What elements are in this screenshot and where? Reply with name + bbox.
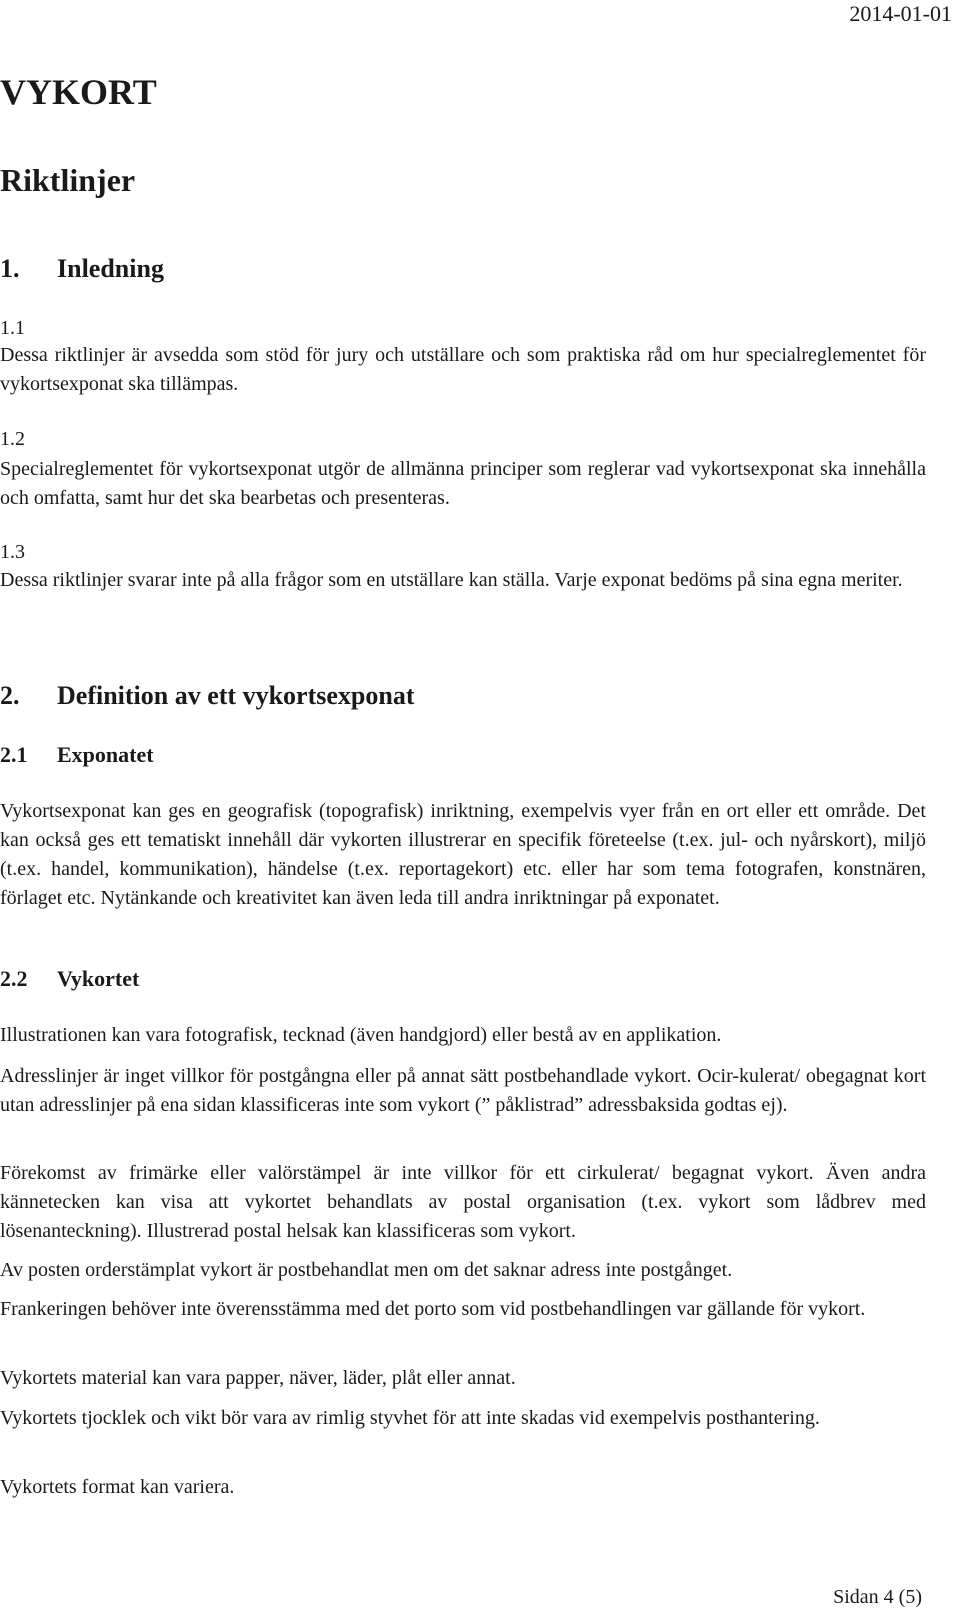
- sub-2-2-number: 2.2: [0, 966, 28, 991]
- sub-2-1-text: Vykortsexponat kan ges en geografisk (topografisk) inriktning, exempelvis vyer från en ort eller ett område. Det kan också ges ett tematiskt innehåll där vykorten illustrerar en specifik företeelse (t.ex. jul- och nyårskort), miljö (t.ex. handel, kommunikation), händelse (t.ex. reportagekort) etc. eller har som tema fotografen, konstnären, förlaget etc. Nytänkande och kreativitet kan även leda till andra inriktningar på exponatet.: [0, 800, 926, 909]
- page-number: Sidan 4 (5): [833, 1586, 922, 1608]
- sub-2-2-paragraph-1: Illustrationen kan vara fotografisk, tecknad (även handgjord) eller bestå av en applikation.: [0, 1024, 722, 1046]
- sub-2-2-paragraph-4: Av posten orderstämplat vykort är postbehandlat men om det saknar adress inte postgånget.: [0, 1259, 733, 1281]
- sub-2-2-paragraph-2: Adresslinjer är inget villkor för postgångna eller på annat sätt postbehandlade vykort. Ocir-kulerat/ obegagnat kort utan adresslinjer på ena sidan klassificeras inte som vykort (” påklistrad” adressbaksida godtas ej).: [0, 1065, 926, 1116]
- section-2-number: 2.: [0, 681, 20, 710]
- sub-2-1-number: 2.1: [0, 742, 28, 767]
- item-1-1-number: 1.1: [0, 317, 25, 339]
- sub-2-2-paragraph-7: Vykortets tjocklek och vikt bör vara av rimlig styvhet för att inte skadas vid exempelvis posthantering.: [0, 1407, 820, 1429]
- item-1-1-text: Dessa riktlinjer är avsedda som stöd för jury och utställare och som praktiska råd om hur specialreglementet för vykortsexponat ska tillämpas.: [0, 344, 926, 395]
- document-subtitle: Riktlinjer: [0, 162, 136, 198]
- item-1-2-number: 1.2: [0, 428, 25, 450]
- item-1-3-number: 1.3: [0, 541, 25, 563]
- sub-2-2-paragraph-5: Frankeringen behöver inte överensstämma med det porto som vid postbehandlingen var gällande för vykort.: [0, 1298, 866, 1320]
- sub-2-2-paragraph-6: Vykortets material kan vara papper, näver, läder, plåt eller annat.: [0, 1367, 516, 1389]
- document-date: 2014-01-01: [849, 1, 952, 26]
- sub-2-2-heading: [0, 964, 139, 994]
- section-1-title: Inledning: [57, 254, 164, 283]
- item-1-3-text: Dessa riktlinjer svarar inte på alla frågor som en utställare kan ställa. Varje exponat bedöms på sina egna meriter.: [0, 569, 903, 591]
- sub-2-1-heading: [0, 740, 154, 770]
- sub-2-1-title: Exponatet: [57, 742, 154, 767]
- section-2-title: Definition av ett vykortsexponat: [57, 681, 415, 710]
- section-2-heading: [0, 679, 414, 713]
- sub-2-2-paragraph-3: Förekomst av frimärke eller valörstämpel är inte villkor för ett cirkulerat/ begagnat vykort. Även andra kännetecken kan visa att vykortet behandlats av postal organisation (t.ex. vykort som lådbrev med lösenanteckning). Illustrerad postal helsak kan klassificeras som vykort.: [0, 1162, 926, 1242]
- section-1-heading: [0, 252, 164, 286]
- document-title: VYKORT: [0, 72, 157, 112]
- section-1-number: 1.: [0, 254, 20, 283]
- sub-2-2-title: Vykortet: [57, 966, 140, 991]
- sub-2-2-paragraph-8: Vykortets format kan variera.: [0, 1476, 235, 1498]
- item-1-2-text: Specialreglementet för vykortsexponat utgör de allmänna principer som reglerar vad vykortsexponat ska innehålla och omfatta, samt hur det ska bearbetas och presenteras.: [0, 458, 926, 509]
